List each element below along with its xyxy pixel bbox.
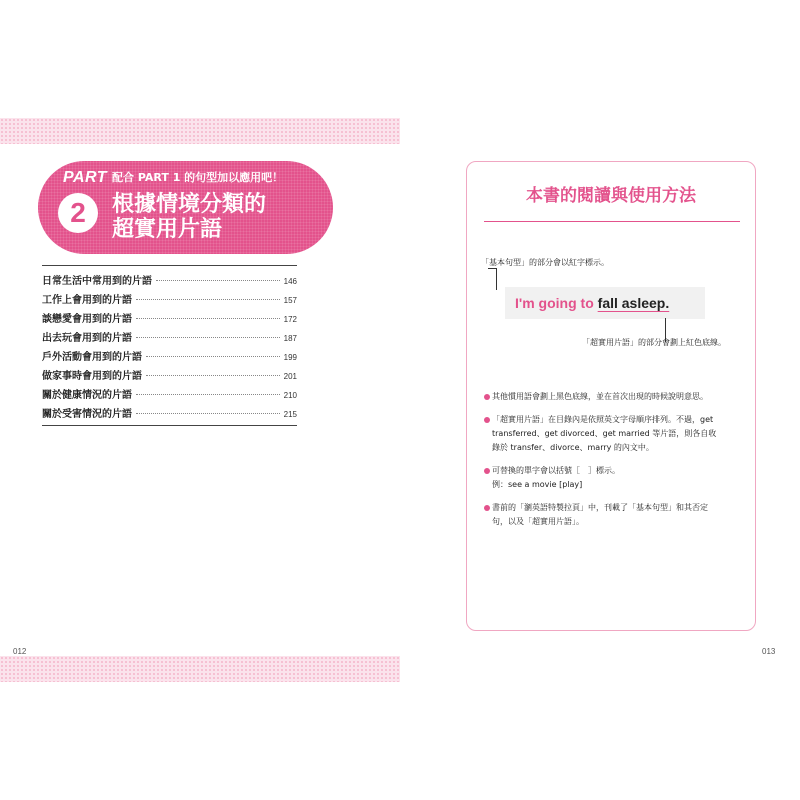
page-number-left: 012	[13, 647, 27, 656]
toc-leader	[136, 413, 280, 414]
example-basic-pattern: I'm going to	[515, 295, 594, 311]
example-sentence	[515, 295, 669, 311]
toc-entry[interactable]	[42, 291, 297, 310]
toc-entry[interactable]	[42, 348, 297, 367]
toc-entry-page: 199	[283, 353, 297, 362]
bullet-line: 例：see a movie [play]	[492, 480, 583, 489]
toc-leader	[146, 356, 280, 357]
bullet-line: 句，以及「超實用片語」。	[492, 517, 584, 526]
guide-bullet	[484, 501, 746, 529]
bullet-line: 「超實用片語」在目錄內是依照英文字母順序排列。不過，get	[492, 415, 714, 424]
part-subtitle: 配合 PART 1 的句型加以應用吧！	[112, 171, 284, 184]
toc-entry[interactable]	[42, 386, 297, 405]
dotted-band-bottom	[0, 656, 400, 682]
guide-title: 本書的閱讀與使用方法	[526, 186, 696, 206]
bullet-line: 書前的「瀏英語特製拉頁」中，刊載了「基本句型」和其否定	[492, 503, 708, 512]
part-label: PART	[63, 169, 108, 186]
bullet-line: transferred、get divorced、get married 等片語，則各自收	[492, 429, 717, 438]
guide-title-rule	[484, 221, 740, 222]
callout-line	[496, 268, 497, 290]
part-number-badge: 2	[58, 193, 98, 233]
page-number-right: 013	[762, 647, 776, 656]
toc-leader	[156, 280, 280, 281]
guide-bullet	[484, 464, 746, 492]
toc-entry-page: 215	[283, 410, 297, 419]
toc-leader	[136, 394, 280, 395]
toc-entry-page: 157	[283, 296, 297, 305]
phrase-underline-note: 「超實用片語」的部分會劃上紅色底線。	[582, 338, 726, 347]
guide-bullet	[484, 413, 746, 455]
toc-entry-page: 146	[283, 277, 297, 286]
toc-entry-label: 戶外活動會用到的片語	[42, 352, 142, 363]
part-title-line-1: 根據情境分類的	[112, 192, 267, 217]
toc-entry-label: 工作上會用到的片語	[42, 295, 132, 306]
toc-entry-label: 關於健康情況的片語	[42, 390, 132, 401]
toc-entry-label: 談戀愛會用到的片語	[42, 314, 132, 325]
toc-leader	[136, 318, 280, 319]
toc-entry-page: 201	[283, 372, 297, 381]
guide-bullet-list	[484, 390, 746, 538]
toc-entry[interactable]	[42, 405, 297, 424]
toc-leader	[136, 337, 280, 338]
toc-entry[interactable]	[42, 272, 297, 291]
part-title-line-2: 超實用片語	[112, 217, 223, 242]
toc-top-rule	[42, 265, 297, 266]
toc-entry-label: 做家事時會用到的片語	[42, 371, 142, 382]
toc-entry[interactable]	[42, 310, 297, 329]
toc-leader	[146, 375, 280, 376]
toc-entry[interactable]	[42, 367, 297, 386]
guide-bullet	[484, 390, 746, 404]
toc-entry-label: 日常生活中常用到的片語	[42, 276, 152, 287]
toc-entry[interactable]	[42, 329, 297, 348]
toc-leader	[136, 299, 280, 300]
toc-entry-label: 出去玩會用到的片語	[42, 333, 132, 344]
table-of-contents	[42, 272, 297, 424]
toc-entry-label: 關於受害情況的片語	[42, 409, 132, 420]
toc-entry-page: 172	[283, 315, 297, 324]
bullet-line: 錄於 transfer、divorce、marry 的內文中。	[492, 443, 654, 452]
basic-pattern-note: 「基本句型」的部分會以紅字標示。	[481, 258, 609, 267]
part-title	[112, 192, 312, 242]
bullet-line: 可替換的單字會以括號［ ］標示。	[492, 466, 620, 475]
toc-entry-page: 210	[283, 391, 297, 400]
toc-entry-page: 187	[283, 334, 297, 343]
bullet-line: 其他慣用語會劃上黑色底線，並在首次出現的時候說明意思。	[492, 392, 708, 401]
dotted-band-top	[0, 118, 400, 144]
toc-bottom-rule	[42, 425, 297, 426]
example-phrase: fall asleep.	[597, 295, 670, 311]
